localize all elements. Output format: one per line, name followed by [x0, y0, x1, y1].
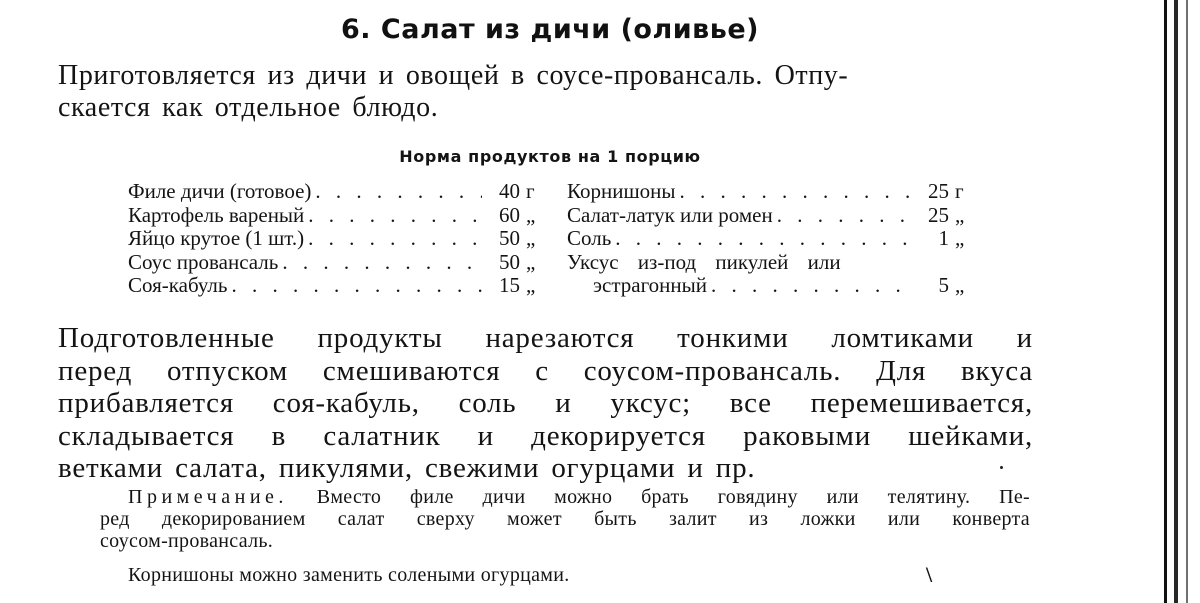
ingredient-name: Соль — [567, 226, 612, 250]
ingredient-unit: „ — [955, 226, 965, 250]
ingredient-amount: 50 — [499, 226, 520, 250]
ingredient-row — [128, 227, 548, 251]
preparation-line: прибавляется соя-кабуль, соль и уксус; все перемешивается, — [58, 387, 1033, 419]
ingredient-name: Яйцо крутое (1 шт.) — [128, 226, 305, 250]
leader-dots — [315, 180, 482, 204]
ingredient-row — [128, 180, 548, 204]
recipe-title: 6. Салат из дичи (оливье) — [340, 14, 759, 45]
ingredient-unit: „ — [526, 202, 536, 227]
page-edge-shadow — [1186, 0, 1188, 603]
ingredient-name: Филе дичи (готовое) — [128, 179, 312, 203]
preparation-line: перед отпуском смешиваются с соусом-провансаль. Для вкуса — [58, 354, 1033, 387]
leader-dots — [282, 251, 482, 275]
ingredient-unit: г — [526, 179, 535, 203]
ingredient-name: Салат-латук или ромен — [567, 202, 773, 227]
print-speck — [1000, 466, 1003, 469]
ingredient-row — [567, 274, 977, 298]
ingredient-unit: „ — [526, 226, 536, 250]
ingredient-amount: 1 — [938, 226, 949, 250]
ingredient-name: Уксус из-под пикулей или — [567, 249, 841, 274]
leader-dots — [231, 274, 482, 298]
leader-dots — [308, 227, 482, 251]
ingredient-row — [567, 180, 977, 204]
leader-dots — [777, 204, 911, 228]
preparation-line: ветками салата, пикулями, свежими огурцами и пр. — [58, 452, 756, 484]
ingredient-name: Картофель вареный — [128, 202, 305, 227]
ingredient-row — [567, 204, 977, 228]
ingredient-name: Корнишоны — [567, 179, 676, 203]
recipe-note — [100, 486, 1030, 552]
ingredient-unit: г — [955, 179, 964, 203]
ingredient-amount: 5 — [938, 273, 949, 297]
ingredient-row — [567, 227, 977, 251]
ingredients-right-column — [567, 180, 977, 298]
note-line: ред декорированием салат сверху может быть залит из ложки или конверта — [100, 508, 1030, 530]
page-mark: \ — [926, 562, 933, 587]
ingredient-unit: „ — [526, 273, 536, 297]
note-line — [100, 486, 1030, 508]
ingredient-amount: 60 — [499, 202, 520, 227]
ingredient-unit: „ — [955, 273, 965, 297]
ingredient-row — [128, 274, 548, 298]
preparation-line: складывается в салатник и декорируется раковыми шейками, — [58, 419, 1033, 452]
ingredient-row — [128, 251, 548, 275]
leader-dots — [308, 204, 482, 228]
page-edge-shadow — [1174, 0, 1178, 603]
leader-dots — [615, 227, 911, 251]
note-label: Примечание. — [128, 486, 288, 508]
ingredient-amount: 40 — [499, 179, 520, 203]
norms-heading: Норма продуктов на 1 порцию — [399, 147, 701, 166]
ingredient-unit: „ — [955, 202, 965, 227]
page-edge-shadow — [1164, 0, 1167, 603]
note-line: соусом-провансаль. — [100, 530, 274, 552]
leader-dots — [679, 180, 911, 204]
ingredient-row — [567, 251, 977, 275]
ingredient-unit: „ — [526, 249, 536, 274]
ingredient-row — [128, 204, 548, 228]
ingredient-amount: 25 — [928, 202, 949, 227]
preparation-line: Подготовленные продукты нарезаются тонкими ломтиками и — [58, 322, 1033, 354]
ingredient-amount: 15 — [499, 273, 520, 297]
ingredient-name: Соя-кабуль — [128, 273, 228, 297]
preparation-text — [58, 322, 1033, 485]
note-text: Вместо филе дичи можно брать говядину или телятину. Пе- — [287, 486, 1030, 508]
ingredient-amount: 25 — [928, 179, 949, 203]
intro-line: скается как отдельное блюдо. — [58, 92, 439, 123]
ingredient-amount: 50 — [499, 249, 520, 274]
ingredient-name: Соус провансаль — [128, 249, 279, 274]
recipe-intro — [58, 60, 1048, 124]
ingredients-left-column — [128, 180, 548, 298]
ingredient-name: эстрагонный — [593, 273, 708, 297]
leader-dots — [711, 274, 911, 298]
intro-line: Приготовляется из дичи и овощей в соусе-провансаль. Отпу- — [58, 60, 849, 91]
note-extra-line: Корнишоны можно заменить солеными огурцами. — [128, 564, 570, 586]
